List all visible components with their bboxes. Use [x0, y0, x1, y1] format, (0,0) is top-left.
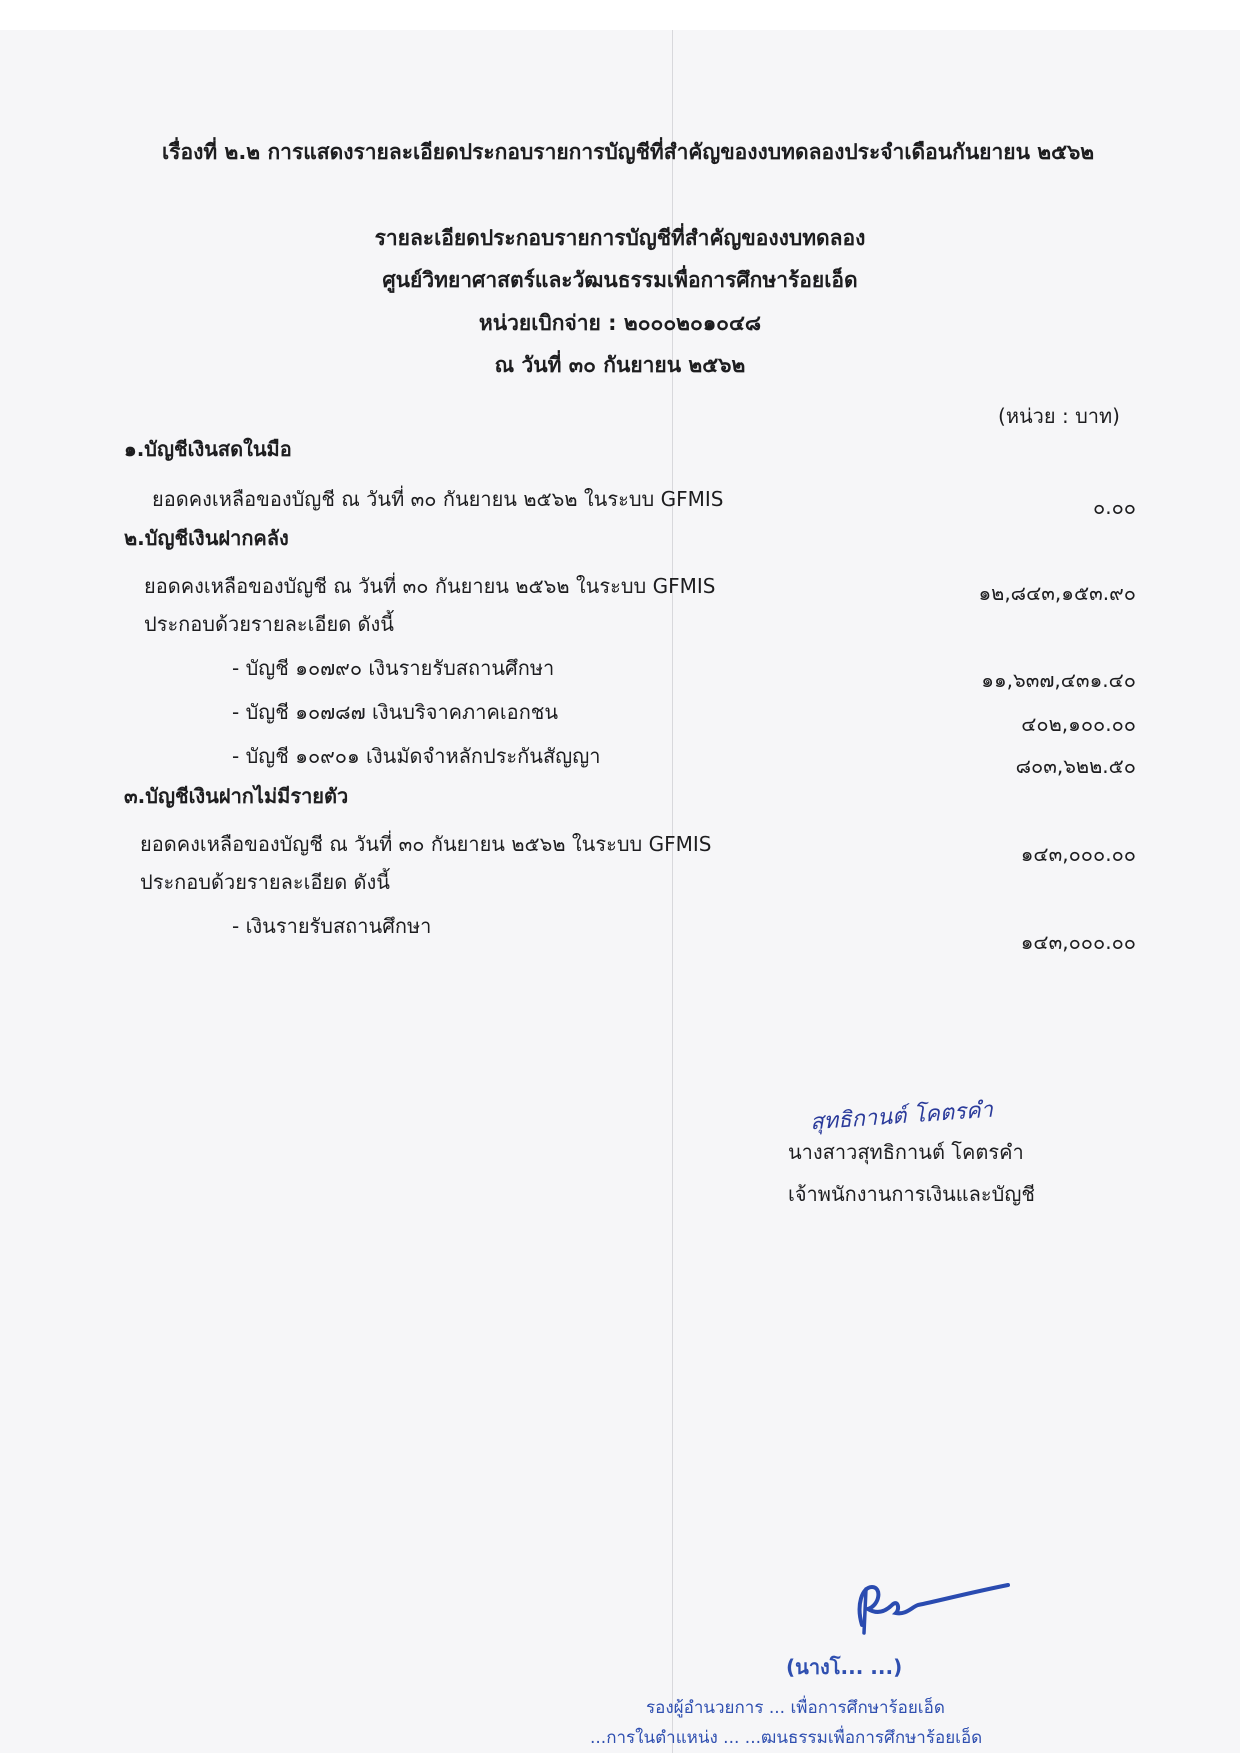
topic-heading: เรื่องที่ ๒.๒ การแสดงรายละเอียดประกอบรายการบัญชีที่สำคัญของงบทดลองประจำเดือนกันยายน ๒๕๖๒ [162, 140, 1095, 164]
scan-border [0, 0, 1240, 30]
section-2-item-1-amount: ๑๑,๖๓๗,๔๓๑.๔๐ [981, 668, 1136, 692]
signature-1: สุทธิกานต์ โคตรคำ [809, 1097, 994, 1136]
title-line-1: รายละเอียดประกอบรายการบัญชีที่สำคัญของงบทดลอง [374, 226, 866, 250]
section-2-item-3-amount: ๘๐๓,๖๒๒.๕๐ [1015, 754, 1136, 778]
section-2-detail-label: ประกอบด้วยรายละเอียด ดังนี้ [144, 612, 394, 636]
section-3-item-1-amount: ๑๔๓,๐๐๐.๐๐ [1020, 930, 1136, 954]
section-3-balance-amount: ๑๔๓,๐๐๐.๐๐ [1020, 842, 1136, 866]
section-2-item-3-label: - บัญชี ๑๐๙๐๑ เงินมัดจำหลักประกันสัญญา [232, 744, 601, 768]
unit-label: (หน่วย : บาท) [998, 404, 1120, 428]
signatory-2-position-1: รองผู้อำนวยการ ... เพื่อการศึกษาร้อยเอ็ด [646, 1698, 945, 1718]
title-line-2: ศูนย์วิทยาศาสตร์และวัฒนธรรมเพื่อการศึกษาร้อยเอ็ด [382, 268, 858, 292]
title-line-4: ณ วันที่ ๓๐ กันยายน ๒๕๖๒ [494, 353, 746, 377]
signature-2 [848, 1575, 1018, 1645]
section-1-balance-label: ยอดคงเหลือของบัญชี ณ วันที่ ๓๐ กันยายน ๒๕๖๒ ในระบบ GFMIS [152, 487, 724, 511]
signatory-1-name: นางสาวสุทธิกานต์ โคตรคำ [788, 1140, 1024, 1164]
section-1-heading: ๑.บัญชีเงินสดในมือ [124, 437, 292, 461]
section-3-heading: ๓.บัญชีเงินฝากไม่มีรายตัว [124, 784, 349, 808]
section-3-balance-label: ยอดคงเหลือของบัญชี ณ วันที่ ๓๐ กันยายน ๒๕๖๒ ในระบบ GFMIS [140, 832, 712, 856]
signatory-2-name: (นางโ... ...) [786, 1655, 903, 1679]
signatory-2-position-2: ...การในตำแหน่ง ... ...ฒนธรรมเพื่อการศึกษาร้อยเอ็ด [590, 1728, 983, 1748]
signatory-1-position: เจ้าพนักงานการเงินและบัญชี [788, 1182, 1035, 1206]
title-line-3: หน่วยเบิกจ่าย : ๒๐๐๐๒๐๑๐๔๘ [478, 311, 762, 335]
section-2-item-1-label: - บัญชี ๑๐๗๙๐ เงินรายรับสถานศึกษา [232, 656, 555, 680]
section-2-item-2-label: - บัญชี ๑๐๗๘๗ เงินบริจาคภาคเอกชน [232, 700, 559, 724]
section-2-balance-amount: ๑๒,๘๔๓,๑๕๓.๙๐ [978, 581, 1136, 605]
section-3-item-1-label: - เงินรายรับสถานศึกษา [232, 914, 432, 938]
section-3-detail-label: ประกอบด้วยรายละเอียด ดังนี้ [140, 870, 390, 894]
section-1-balance-amount: ๐.๐๐ [1093, 495, 1136, 519]
section-2-heading: ๒.บัญชีเงินฝากคลัง [124, 526, 289, 550]
section-2-item-2-amount: ๔๐๒,๑๐๐.๐๐ [1021, 712, 1136, 736]
section-2-balance-label: ยอดคงเหลือของบัญชี ณ วันที่ ๓๐ กันยายน ๒๕๖๒ ในระบบ GFMIS [144, 574, 716, 598]
